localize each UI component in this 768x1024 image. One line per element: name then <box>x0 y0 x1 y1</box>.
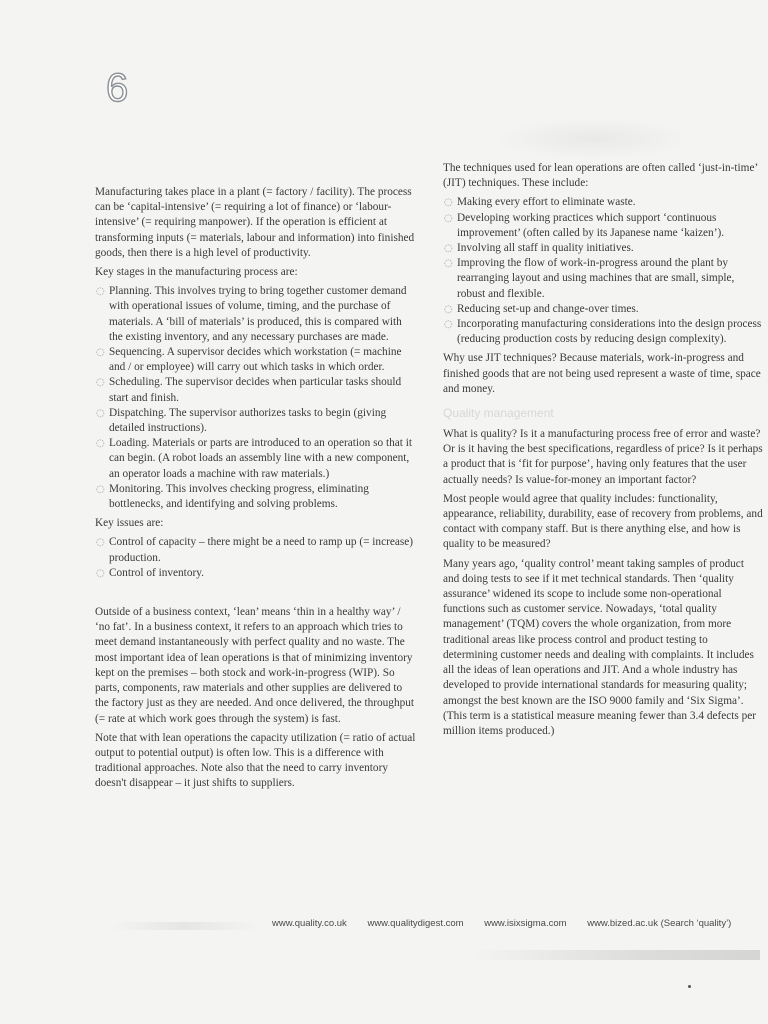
list-item: ◌ Scheduling. The supervisor decides when particular tasks should start and finish. <box>96 376 402 404</box>
scan-dot <box>688 985 691 988</box>
list-item: ◌ Dispatching. The supervisor authorizes tasks to begin (giving detailed instructions). <box>96 406 387 435</box>
bullet-icon: ◌ <box>96 286 105 298</box>
list-item: ◌ Control of capacity – there might be a need to ramp up (= increase) production. <box>96 536 414 564</box>
quality-paragraph-1: What is quality? Is it a manufacturing process free of error and waste? Or is it having the best specifications, regardless of price? Is it perhaps a product that is ‘fit for purpose’, having only features that the user actually needs? Is value-for-money an important factor? <box>443 428 763 486</box>
list-item: ◌ Incorporating manufacturing considerations into the design process (reducing production costs by reducing design complexity). <box>444 318 762 346</box>
list-item: ◌ Developing working practices which support ‘continuous improvement’ (often called by its Japanese name ‘kaizen’). <box>444 211 725 239</box>
list-item: ◌ Monitoring. This involves checking progress, eliminating bottlenecks, and identifying and solving problems. <box>96 482 369 511</box>
list-item: ◌ Involving all staff in quality initiatives. <box>443 241 763 256</box>
bullet-icon: ◌ <box>96 438 105 450</box>
scan-smudge <box>470 950 760 960</box>
issues-list <box>95 535 417 581</box>
jit-list <box>443 195 763 347</box>
section-heading-faded <box>95 585 417 601</box>
bullet-icon: ◌ <box>96 347 105 359</box>
bullet-icon: ◌ <box>96 407 105 419</box>
quality-paragraph-3: Many years ago, ‘quality control’ meant taking samples of product and doing tests to see if it met technical standards. Then ‘quality assurance’ widened its scope to include some non-operational functions such as customer service. Nowadays, ‘total quality management’ (TQM) covers the whole organization, from more traditional areas like process control and product testing to determining customer needs and dealing with complaints. It includes all the ideas of lean operations and JIT. And a whole industry has developed to provide international standards for measuring quality; amongst the best known are the ISO 9000 family and ‘Six Sigma’. (This term is a statistical measure meaning fewer than 3.4 defects per million items produced.) <box>443 557 757 737</box>
faded-stamp <box>494 118 694 160</box>
footer-link[interactable]: www.quality.co.uk <box>272 918 347 929</box>
manufacturing-intro: Manufacturing takes place in a plant (= factory / facility). The process can be ‘capital-intensive’ (= requiring a lot of finance) or ‘labour-intensive’ (= requiring manpower). If the operation is efficient at transforming inputs (= materials, labour and information) into finished goods, then there is a high level of productivity. <box>95 186 415 259</box>
quality-paragraph-2: Most people would agree that quality includes: functionality, appearance, reliability, durability, ease of recovery from problems, and contact with company staff. But is there anything else, and how is quality to be measured? <box>443 492 763 551</box>
bullet-icon: ◌ <box>96 537 105 549</box>
footer-link[interactable]: www.bized.ac.uk (Search ‘quality’) <box>587 918 732 929</box>
list-item: ◌ Making every effort to eliminate waste. <box>443 195 763 210</box>
bullet-icon: ◌ <box>444 197 453 209</box>
stages-heading: Key stages in the manufacturing process are: <box>95 266 298 279</box>
jit-why: Why use JIT techniques? Because materials, work-in-progress and finished goods that are not being used represent a waste of time, space and money. <box>443 352 761 395</box>
bullet-icon: ◌ <box>96 377 105 389</box>
footer-faded-text <box>110 922 260 930</box>
list-item: ◌ Control of inventory. <box>95 566 417 581</box>
issues-heading: Key issues are: <box>95 517 164 530</box>
lean-paragraph-2: Note that with lean operations the capacity utilization (= ratio of actual output to potential output) is often low. This is a difference with traditional approaches. Note also that the need to carry inventory doesn't disappear – it just shifts to suppliers. <box>95 731 416 790</box>
list-item: ◌ Planning. This involves trying to bring together customer demand with operational issues of volume, timing, and the purchase of materials. A ‘bill of materials’ is produced, this is compared with the existing inventory, and any necessary purchases are made. <box>96 285 407 343</box>
bullet-icon: ◌ <box>444 319 453 331</box>
bullet-icon: ◌ <box>96 567 105 579</box>
bullet-icon: ◌ <box>444 212 453 224</box>
list-item: ◌ Loading. Materials or parts are introduced to an operation so that it can begin. (A robot loads an assembly line with a new component, an operator loads a machine with raw materials.) <box>96 437 413 480</box>
quality-heading: Quality management <box>443 406 554 421</box>
stages-list <box>95 284 417 512</box>
section-heading-faded <box>95 165 417 181</box>
lean-paragraph-1: Outside of a business context, ‘lean’ means ‘thin in a healthy way’ / ‘no fat’. In a business context, it refers to an approach which tries to meet demand instantaneously with perfect quality and no waste. The most important idea of lean operations is that of minimizing inventory kept on the premises – both stock and work-in-progress (WIP). So parts, components, raw materials and other supplies are delivered to the factory just as they are needed. And once delivered, the throughput (= rate at which work goes through the system) is fast. <box>95 606 415 725</box>
footer-link[interactable]: www.qualitydigest.com <box>367 918 464 929</box>
list-item: ◌ Sequencing. A supervisor decides which workstation (= machine and / or employee) will carry out which tasks in which order. <box>96 346 402 374</box>
chapter-number: 6 <box>106 66 129 110</box>
footer-link[interactable]: www.isixsigma.com <box>484 918 567 929</box>
bullet-icon: ◌ <box>444 303 453 315</box>
bullet-icon: ◌ <box>96 483 105 495</box>
list-item: ◌ Reducing set-up and change-over times. <box>443 302 763 317</box>
right-column <box>443 161 763 743</box>
footer-links <box>272 918 762 929</box>
bullet-icon: ◌ <box>444 258 453 270</box>
jit-intro: The techniques used for lean operations are often called ‘just-in-time’ (JIT) techniques. These include: <box>443 162 758 190</box>
left-column <box>95 165 417 796</box>
bullet-icon: ◌ <box>444 243 453 255</box>
list-item: ◌ Improving the flow of work-in-progress around the plant by rearranging layout and using machines that are small, simple, robust and flexible. <box>444 257 735 300</box>
